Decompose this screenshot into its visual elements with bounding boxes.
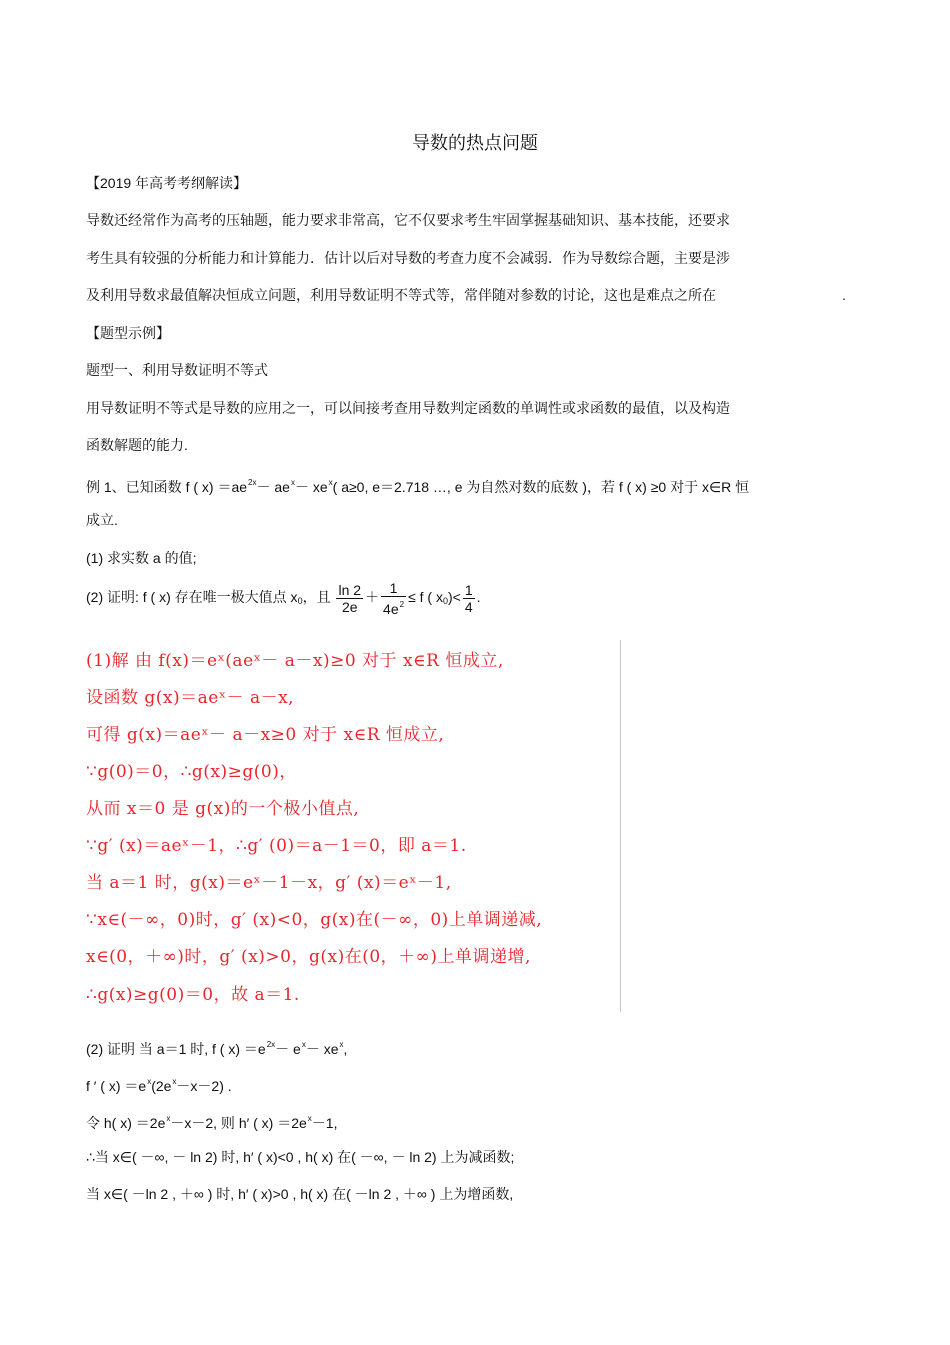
example1-statement: 例 1、已知函数 f ( $x) =ae^{2x}- ae^x- xe^x$( a≥0, e＝2.718 …, e 为自然对数的底数 )，若 f ( x) ≥0 对于 x∈R 恒 [86, 478, 750, 495]
image-border-line [620, 640, 621, 1012]
type1-title: 题型一、利用导数证明不等式 [86, 362, 268, 378]
intro-end-period: . [842, 287, 846, 303]
proof2-line-3: 令 h( $x) =2e^x-x-2$, 则 h′ ( $x) =2e^x-1$, [86, 1114, 338, 1131]
solution-line-7: 当 a＝1 时，g(x)＝eˣ－1－x，g′ (x)＝eˣ－1, [86, 873, 452, 893]
section-header-outline: 【2019 年高考考纲解读】 [86, 175, 248, 191]
page-title: 导数的热点问题 [412, 133, 538, 153]
solution-line-4: ∵g(0)＝0，∴g(x)≥g(0)， [86, 762, 297, 782]
type1-desc-line-2: 函数解题的能力. [86, 437, 188, 453]
solution-line-8: ∵x∈(－∞，0)时，g′ (x)<0，g(x)在(－∞，0)上单调递减, [86, 910, 543, 930]
intro-line-2: 考生具有较强的分析能力和计算能力．估计以后对导数的考查力度不会减弱．作为导数综合题，主要是涉 [86, 250, 730, 266]
example1-statement-line-2: 成立. [86, 512, 118, 528]
intro-line-1: 导数还经常作为高考的压轴题，能力要求非常高，它不仅要求考生牢固掌握基础知识、基本技能，还要求 [86, 212, 730, 228]
fraction-1-over-4e2: $\frac{1}{4e^2}$ [383, 580, 405, 617]
solution-line-2: 设函数 g(x)＝aeˣ－ a－x, [86, 688, 295, 708]
red-solution-image [86, 640, 621, 1012]
section-header-examples: 【题型示例】 [86, 325, 170, 341]
proof2-line-5: 当 x∈( －ln 2 , ＋∞ ) 时, h′ ( x)>0 , h( x) 在( －ln 2 , ＋∞ ) 上为增函数, [86, 1186, 514, 1202]
solution-line-9: x∈(0，＋∞)时，g′ (x)>0，g(x)在(0，＋∞)上单调递增, [86, 947, 531, 967]
solution-line-3: 可得 g(x)＝aeˣ－ a－x≥0 对于 x∈R 恒成立, [86, 725, 445, 745]
question-1: (1) 求实数 a 的值; [86, 550, 197, 566]
solution-line-6: ∵g′ (x)＝aeˣ－1，∴g′ (0)＝a－1＝0，即 a＝1. [86, 836, 467, 856]
solution-line-1: (1)解 由 f(x)＝eˣ(aeˣ－ a－x)≥0 对于 x∈R 恒成立, [86, 651, 504, 671]
intro-line-3: 及利用导数求最值解决恒成立问题，利用导数证明不等式等，常伴随对参数的讨论，这也是难点之所在 [86, 287, 716, 303]
fraction-ln2-over-2e: $\frac{\ln 2}{2e}$ [338, 582, 362, 615]
type1-desc-line-1: 用导数证明不等式是导数的应用之一，可以间接考查用导数判定函数的单调性或求函数的最值，以及构造 [86, 400, 730, 416]
proof2-line-2: f ′ ( $x) =e^x(2e^x-x-2)$ . [86, 1077, 232, 1094]
fraction-1-over-4: $\frac{1}{4}$ [464, 582, 473, 615]
proof2-line-4: ∴当 x∈( －∞, － ln 2) 时, h′ ( x)<0 , h( x) 在( －∞, － ln 2) 上为减函数; [86, 1149, 515, 1165]
proof2-line-1: (2) 证明 当 a＝1 时, f ( $x) =e^{2x}- e^x- xe^x$, [86, 1040, 348, 1057]
question-2: (2) 证明: f ( x) 存在唯一极大值点 $x_0$，且 $\frac{\ln 2}{2e}$ ＋ $\frac{1}{4e^2}$ ≤ f ( $x_0)<$ $\frac{1}{4}$ . [86, 580, 481, 617]
solution-line-5: 从而 x＝0 是 g(x)的一个极小值点, [86, 799, 360, 819]
solution-line-10: ∴g(x)≥g(0)＝0，故 a＝1. [86, 985, 300, 1005]
